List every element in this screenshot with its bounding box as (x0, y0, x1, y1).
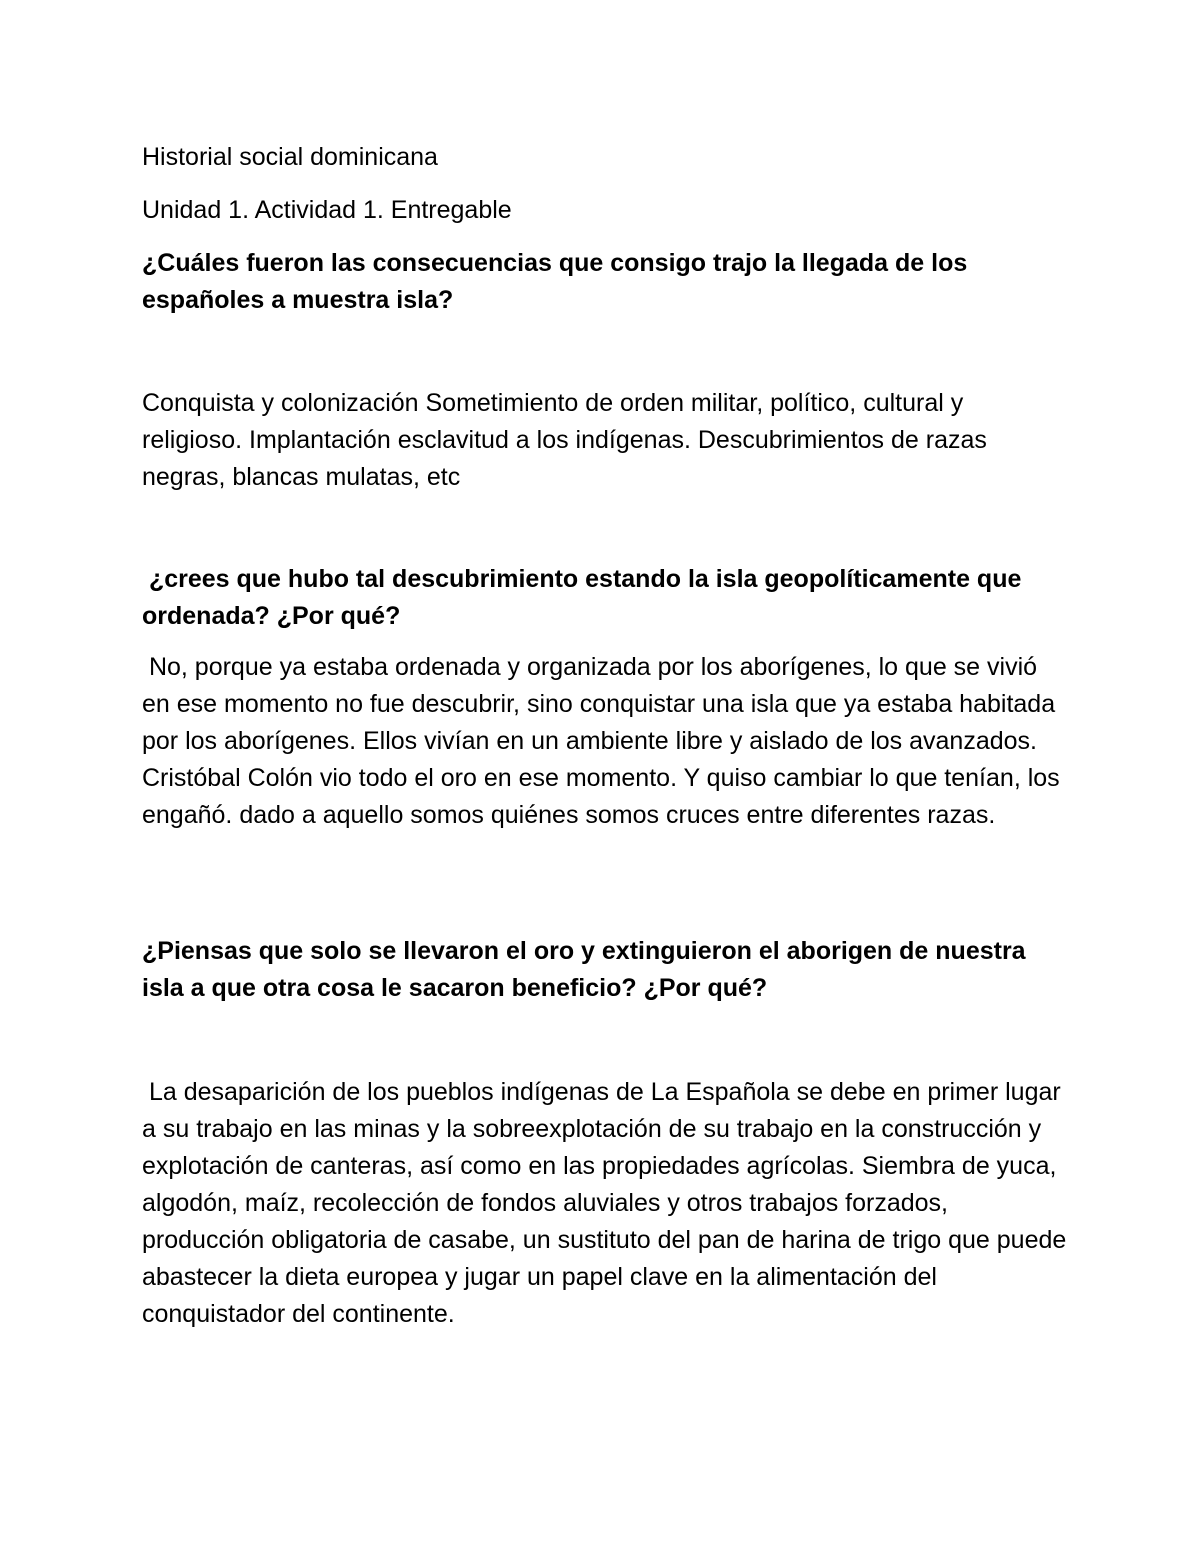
answer-1: Conquista y colonización Sometimiento de orden militar, político, cultural y religioso. Implantación esclavitud a los indígenas. Descubrimientos de razas negras, blancas mulatas, etc (142, 389, 987, 491)
answer-2-text: No, porque ya estaba ordenada y organizada por los aborígenes, lo que se vivió en ese momento no fue descubrir, sino conquistar una isla que ya estaba habitada por los aborígenes. Ellos vivían en un ambiente libre y aislado de los avanzados. Cristóbal Colón vio todo el oro en ese momento. Y quiso cambiar lo que tenían, los engañó. dado a aquello somos quiénes somos cruces entre diferentes razas. (142, 653, 1060, 829)
question-2 (142, 561, 1067, 635)
document-subtitle: Unidad 1. Actividad 1. Entregable (142, 196, 512, 224)
document-title: Historial social dominicana (142, 143, 438, 171)
question-1: ¿Cuáles fueron las consecuencias que consigo trajo la llegada de los españoles a muestra isla? (142, 249, 968, 314)
answer-3 (142, 1074, 1067, 1333)
answer-2 (142, 649, 1067, 834)
answer-3-text: La desaparición de los pueblos indígenas de La Española se debe en primer lugar a su trabajo en las minas y la sobreexplotación de su trabajo en la construcción y explotación de canteras, así como en las propiedades agrícolas. Siembra de yuca, algodón, maíz, recolección de fondos aluviales y otros trabajos forzados, producción obligatoria de casabe, un sustituto del pan de harina de trigo que puede abastecer la dieta europea y jugar un papel clave en la alimentación del conquistador del continente. (142, 1078, 1067, 1328)
question-2-text: ¿crees que hubo tal descubrimiento estando la isla geopolíticamente que ordenada? ¿Por qué? (142, 565, 1022, 630)
question-3: ¿Piensas que solo se llevaron el oro y extinguieron el aborigen de nuestra isla a que otra cosa le sacaron beneficio? ¿Por qué? (142, 937, 1026, 1002)
